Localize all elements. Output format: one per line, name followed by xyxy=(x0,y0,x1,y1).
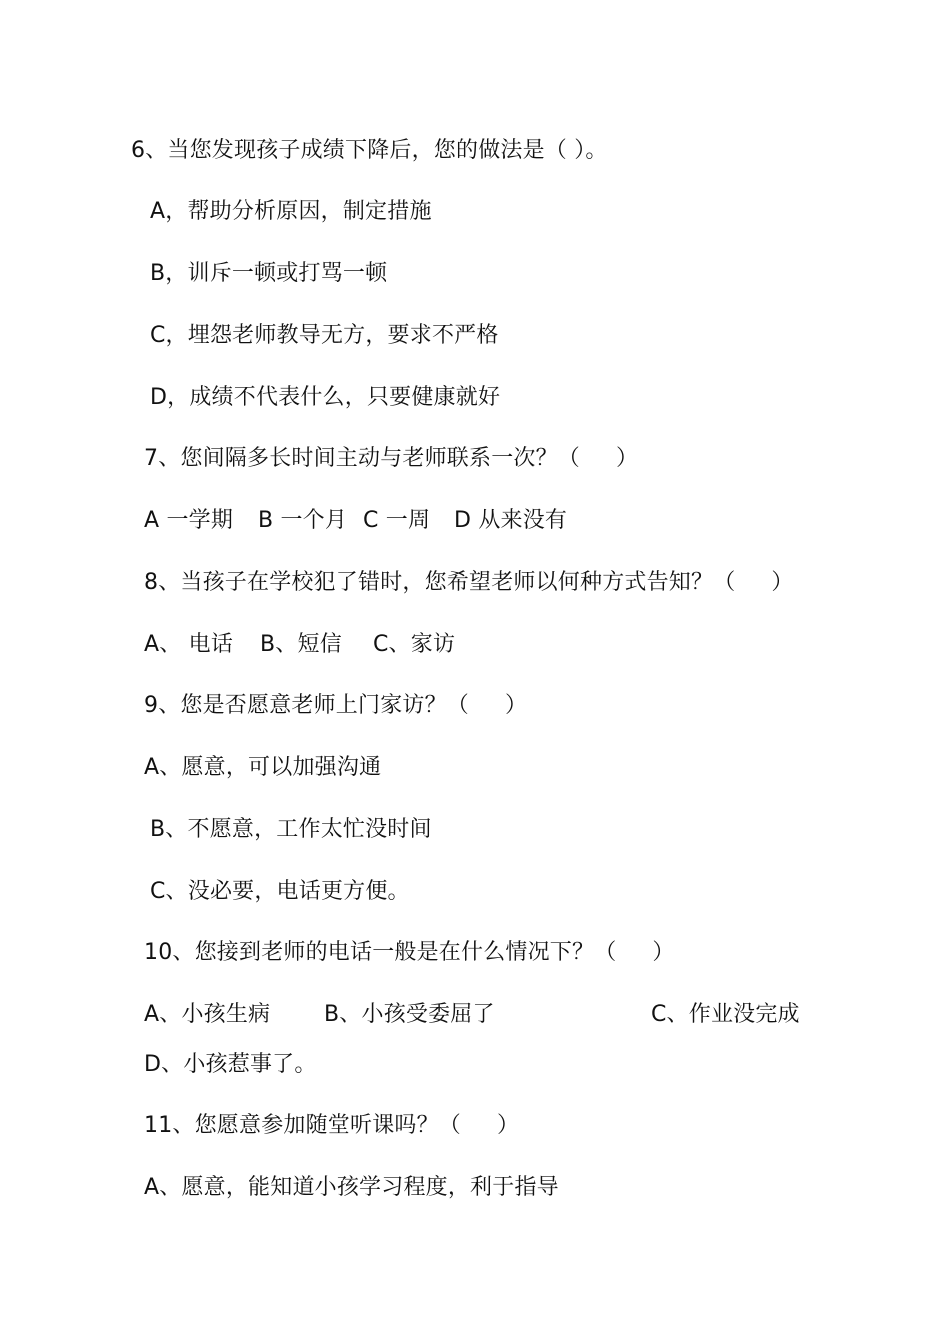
q8-options xyxy=(144,630,455,660)
q10-options-row1 xyxy=(144,1000,800,1030)
q10-option-d: D、小孩惹事了。 xyxy=(144,1052,317,1077)
question-9: 9、您是否愿意老师上门家访？（ ） xyxy=(144,693,528,718)
q6-option-a: A，帮助分析原因，制定措施 xyxy=(150,199,432,224)
q7-option-c: C 一周 xyxy=(363,508,431,533)
question-7: 7、您间隔多长时间主动与老师联系一次？（ ） xyxy=(144,446,639,471)
q11-option-a: A、愿意，能知道小孩学习程度，利于指导 xyxy=(144,1175,559,1200)
q7-option-b: B 一个月 xyxy=(258,508,348,533)
q8-option-c: C、家访 xyxy=(373,632,456,657)
q7-option-d: D 从来没有 xyxy=(454,508,568,533)
question-6: 6、当您发现孩子成绩下降后，您的做法是（ ）。 xyxy=(131,138,608,163)
q7-option-a: A 一学期 xyxy=(144,508,234,533)
q8-option-a: A、 电话 xyxy=(144,632,234,657)
q6-option-b: B，训斥一顿或打骂一顿 xyxy=(150,261,388,286)
question-11: 11、您愿意参加随堂听课吗？（ ） xyxy=(144,1113,520,1138)
q9-option-a: A、愿意，可以加强沟通 xyxy=(144,755,382,780)
q10-option-c: C、作业没完成 xyxy=(651,1002,800,1027)
q7-options xyxy=(144,506,567,536)
q9-option-b: B、不愿意，工作太忙没时间 xyxy=(150,817,432,842)
q6-option-c: C，埋怨老师教导无方，要求不严格 xyxy=(150,323,499,348)
q10-option-b: B、小孩受委屈了 xyxy=(324,1002,495,1027)
question-10: 10、您接到老师的电话一般是在什么情况下？（ ） xyxy=(144,940,675,965)
q8-option-b: B、短信 xyxy=(260,632,342,657)
q10-option-a: A、小孩生病 xyxy=(144,1002,271,1027)
q6-option-d: D，成绩不代表什么，只要健康就好 xyxy=(150,385,501,410)
question-8: 8、当孩子在学校犯了错时，您希望老师以何种方式告知？（ ） xyxy=(144,570,794,595)
q9-option-c: C、没必要，电话更方便。 xyxy=(150,879,410,904)
